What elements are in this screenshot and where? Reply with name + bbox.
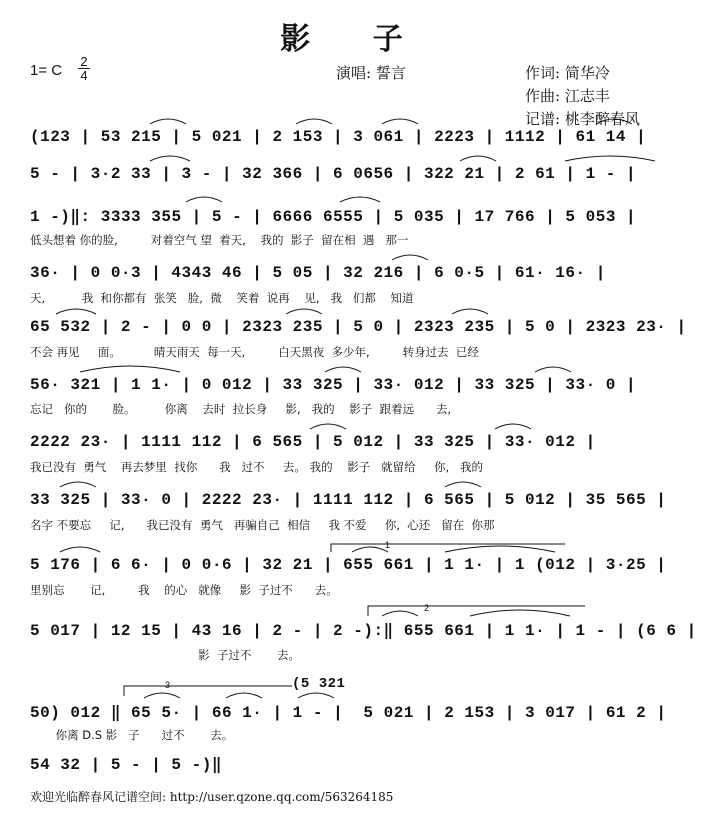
slur xyxy=(382,119,418,124)
lyric-line-11: 你离 D.S 影 子 过不 去。 xyxy=(30,728,234,742)
notation-line-2: 5 - | 3·2 33 | 3 - | 32 366 | 6 0656 | 322 21 | 2 61 | 1 - | xyxy=(30,165,637,183)
slur xyxy=(298,693,334,698)
slur xyxy=(226,693,262,698)
notation-line-1: (123 | 53 215 | 5 021 | 2 153 | 3 061 | 2223 | 1112 | 61 14 | xyxy=(30,128,647,146)
notation-line-8: 33 325 | 33· 0 | 2222 23· | 1111 112 | 6 565 | 5 012 | 35 565 | xyxy=(30,491,667,509)
notation-line-12: 54 32 | 5 - | 5 -)‖ xyxy=(30,756,222,774)
notation-line-9: 5 176 | 6 6· | 0 0·6 | 32 21 | 655 661 | 1 1· | 1 (012 | 3·25 | xyxy=(30,556,667,574)
lyric-line-5: 不会 再见 面。 晴天雨天 每一天, 白天黑夜 多少年, 转身过去 已经 xyxy=(30,345,479,359)
slur xyxy=(445,482,481,487)
slur xyxy=(186,197,222,202)
volta-3-bracket xyxy=(124,686,292,696)
notation-line-6: 56· 321 | 1 1· | 0 012 | 33 325 | 33· 012 | 33 325 | 33· 0 | xyxy=(30,376,637,394)
slur xyxy=(596,119,632,124)
lyric-line-10: 影 子过不 去。 xyxy=(30,648,301,662)
slur xyxy=(392,255,428,260)
lyric-line-4: 天, 我 和你都有 张笑 脸, 微 笑着 说再 见, 我 们都 知道 xyxy=(30,291,414,305)
slur xyxy=(382,611,418,616)
notation-line-10: 5 017 | 12 15 | 43 16 | 2 - | 2 -):‖ 655 661 | 1 1· | 1 - | (6 6 | xyxy=(30,622,697,640)
lyric-line-9: 里别忘 记, 我 的心 就像 影 子过不 去。 xyxy=(30,583,338,597)
slur xyxy=(535,367,571,372)
slur xyxy=(340,197,380,202)
notation-line-3: 1 -)‖: 3333 355 | 5 - | 6666 6555 | 5 035 | 17 766 | 5 053 | xyxy=(30,208,637,226)
song-title: 影 子 xyxy=(280,22,429,57)
slur xyxy=(150,119,186,124)
lyricist-credit: 作词: 简华冷 xyxy=(525,64,610,82)
volta-1-number: 1 xyxy=(385,540,391,550)
slur xyxy=(325,367,361,372)
volta-3-number: 3 xyxy=(165,680,171,690)
slur xyxy=(60,547,100,552)
lyric-line-3: 低头想着 你的脸, 对着空气 望 着天, 我的 影子 留在相 遇 那一 xyxy=(30,233,409,247)
notation-line-4: 36· | 0 0·3 | 4343 46 | 5 05 | 32 216 | 6 0·5 | 61· 16· | xyxy=(30,264,606,282)
notation-line-7: 2222 23· | 1111 112 | 6 565 | 5 012 | 33 325 | 33· 012 | xyxy=(30,433,596,451)
slur xyxy=(296,119,332,124)
time-signature-bottom: 4 xyxy=(80,68,88,83)
slur xyxy=(80,366,180,372)
slur xyxy=(565,156,655,161)
volta-2-number: 2 xyxy=(424,603,430,613)
notation-line-11: 50) 012 ‖ 65 5· | 66 1· | 1 - | 5 021 | 2 153 | 3 017 | 61 2 | xyxy=(30,704,667,722)
slur xyxy=(460,156,496,161)
lyric-line-7: 我已没有 勇气 再去梦里 找你 我 过不 去。 我的 影子 就留给 你, 我的 xyxy=(30,460,484,474)
slur xyxy=(352,547,388,552)
slur xyxy=(470,610,570,616)
slur xyxy=(144,693,180,698)
slur xyxy=(56,309,96,314)
composer-credit: 作曲: 江志丰 xyxy=(525,87,610,105)
footer-note: 欢迎光临醉春风记谱空间: http://user.qzone.qq.com/563264185 xyxy=(30,790,394,804)
notation-line-5: 65 532 | 2 - | 0 0 | 2323 235 | 5 0 | 2323 235 | 5 0 | 2323 23· | xyxy=(30,318,687,336)
key-signature: 1= C xyxy=(30,62,63,79)
lyric-line-8: 名字 不要忘 记, 我已没有 勇气 再骗自己 相信 我 不爱 你, 心还 留在 你那 xyxy=(30,518,495,532)
slur xyxy=(150,156,190,161)
slur xyxy=(310,424,346,429)
lyric-line-6: 忘记 你的 脸。 你离 去时 拉长身 影, 我的 影子 跟着远 去, xyxy=(30,402,452,416)
slur xyxy=(445,546,555,552)
transcriber-credit: 记谱: 桃李醉春风 xyxy=(525,110,640,128)
coda-aside-notes: (5 321 xyxy=(292,676,346,692)
slur xyxy=(495,424,531,429)
slur xyxy=(286,309,322,314)
time-signature-top: 2 xyxy=(78,55,90,69)
slur xyxy=(452,309,488,314)
singer-credit: 演唱: 誓言 xyxy=(336,64,406,82)
slur xyxy=(60,482,96,487)
